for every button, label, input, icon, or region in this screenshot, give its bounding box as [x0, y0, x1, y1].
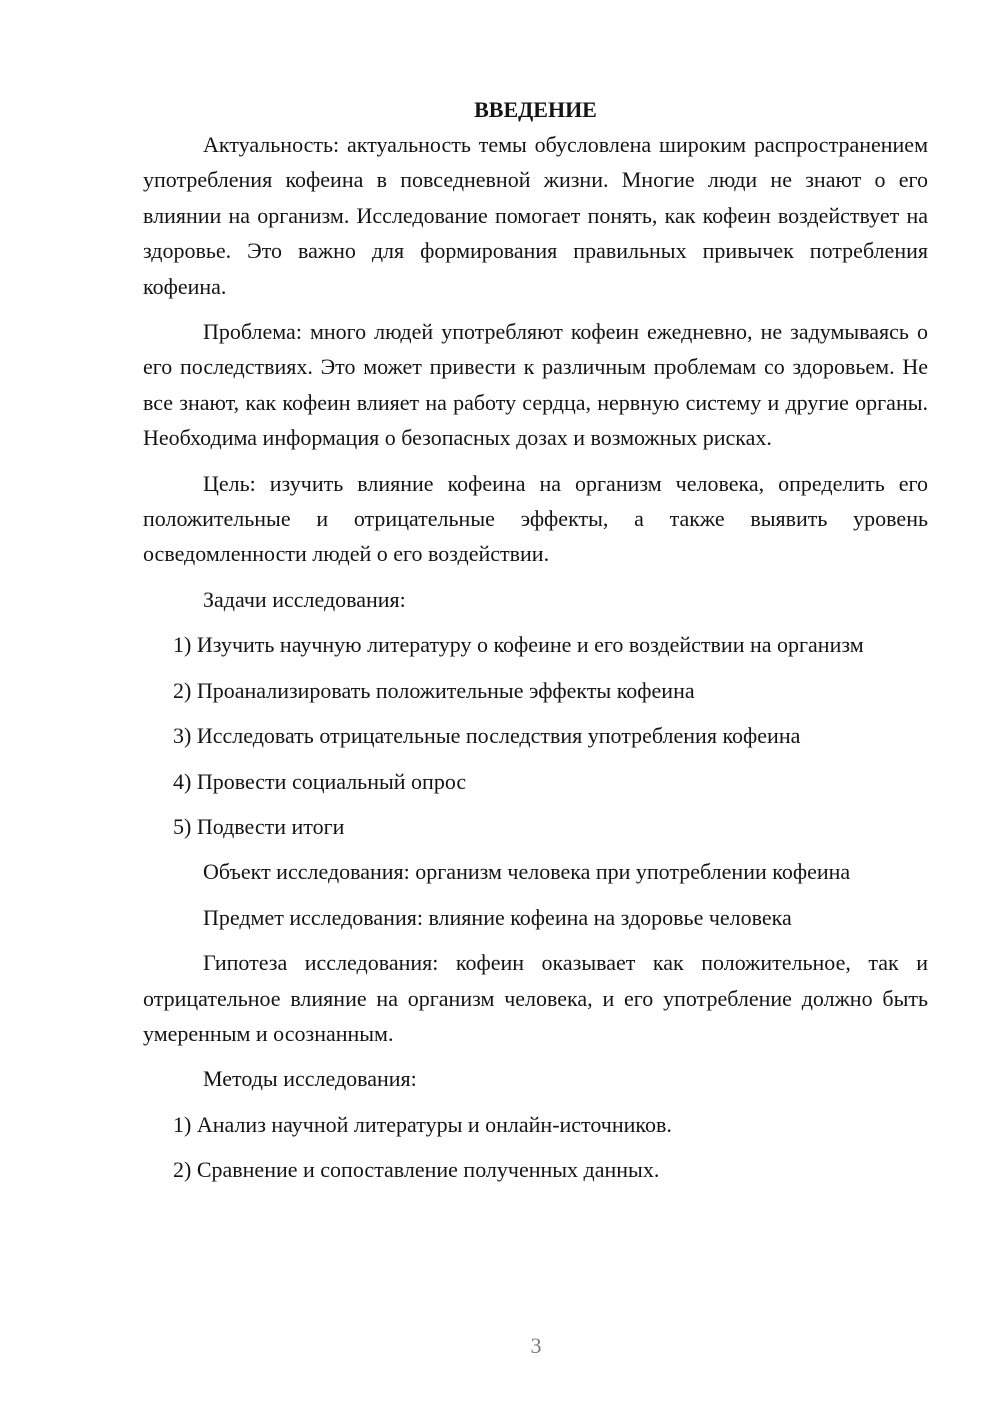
relevance-paragraph: Актуальность: актуальность темы обусловлена широким распространением употребления кофеина в повседневной жизни. Многие люди не знают о его влиянии на организм. Исследование помогает понять, как кофеин воздействует на здоровье. Это важно для формирования правильных привычек потребления кофеина. [143, 132, 928, 299]
page-number: 3 [530, 1333, 542, 1358]
goal-paragraph: Цель: изучить влияние кофеина на организм человека, определить его положительные и отрицательные эффекты, а также выявить уровень осведомленности людей о его воздействии. [143, 470, 928, 567]
task-item: 2) Проанализировать положительные эффекты кофеина [173, 677, 695, 703]
section-heading: ВВЕДЕНИЕ [474, 97, 597, 122]
page-content [143, 92, 928, 1188]
task-item: 5) Подвести итоги [173, 813, 345, 839]
tasks-label: Задачи исследования: [203, 586, 406, 612]
problem-paragraph: Проблема: много людей употребляют кофеин ежедневно, не задумываясь о его последствиях. Это может привести к различным проблемам со здоровьем. Не все знают, как кофеин влияет на работу сердца, нервную систему и другие органы. Необходима информация о безопасных дозах и возможных рисках. [143, 319, 928, 451]
methods-label: Методы исследования: [203, 1066, 417, 1092]
task-item: 3) Исследовать отрицательные последствия употребления кофеина [173, 723, 801, 749]
tasks-list [143, 627, 928, 844]
object-paragraph: Объект исследования: организм человека при употреблении кофеина [203, 859, 851, 885]
subject-paragraph: Предмет исследования: влияние кофеина на здоровье человека [203, 904, 792, 930]
task-item: 4) Провести социальный опрос [173, 768, 467, 794]
method-item: 2) Сравнение и сопоставление полученных данных. [173, 1157, 660, 1183]
task-item: 1) Изучить научную литературу о кофеине и его воздействии на организм [173, 632, 864, 658]
method-item: 1) Анализ научной литературы и онлайн-источников. [173, 1111, 672, 1137]
hypothesis-paragraph: Гипотеза исследования: кофеин оказывает как положительное, так и отрицательное влияние на организм человека, и его употребление должно быть умеренным и осознанным. [143, 950, 928, 1046]
methods-list [143, 1107, 928, 1188]
